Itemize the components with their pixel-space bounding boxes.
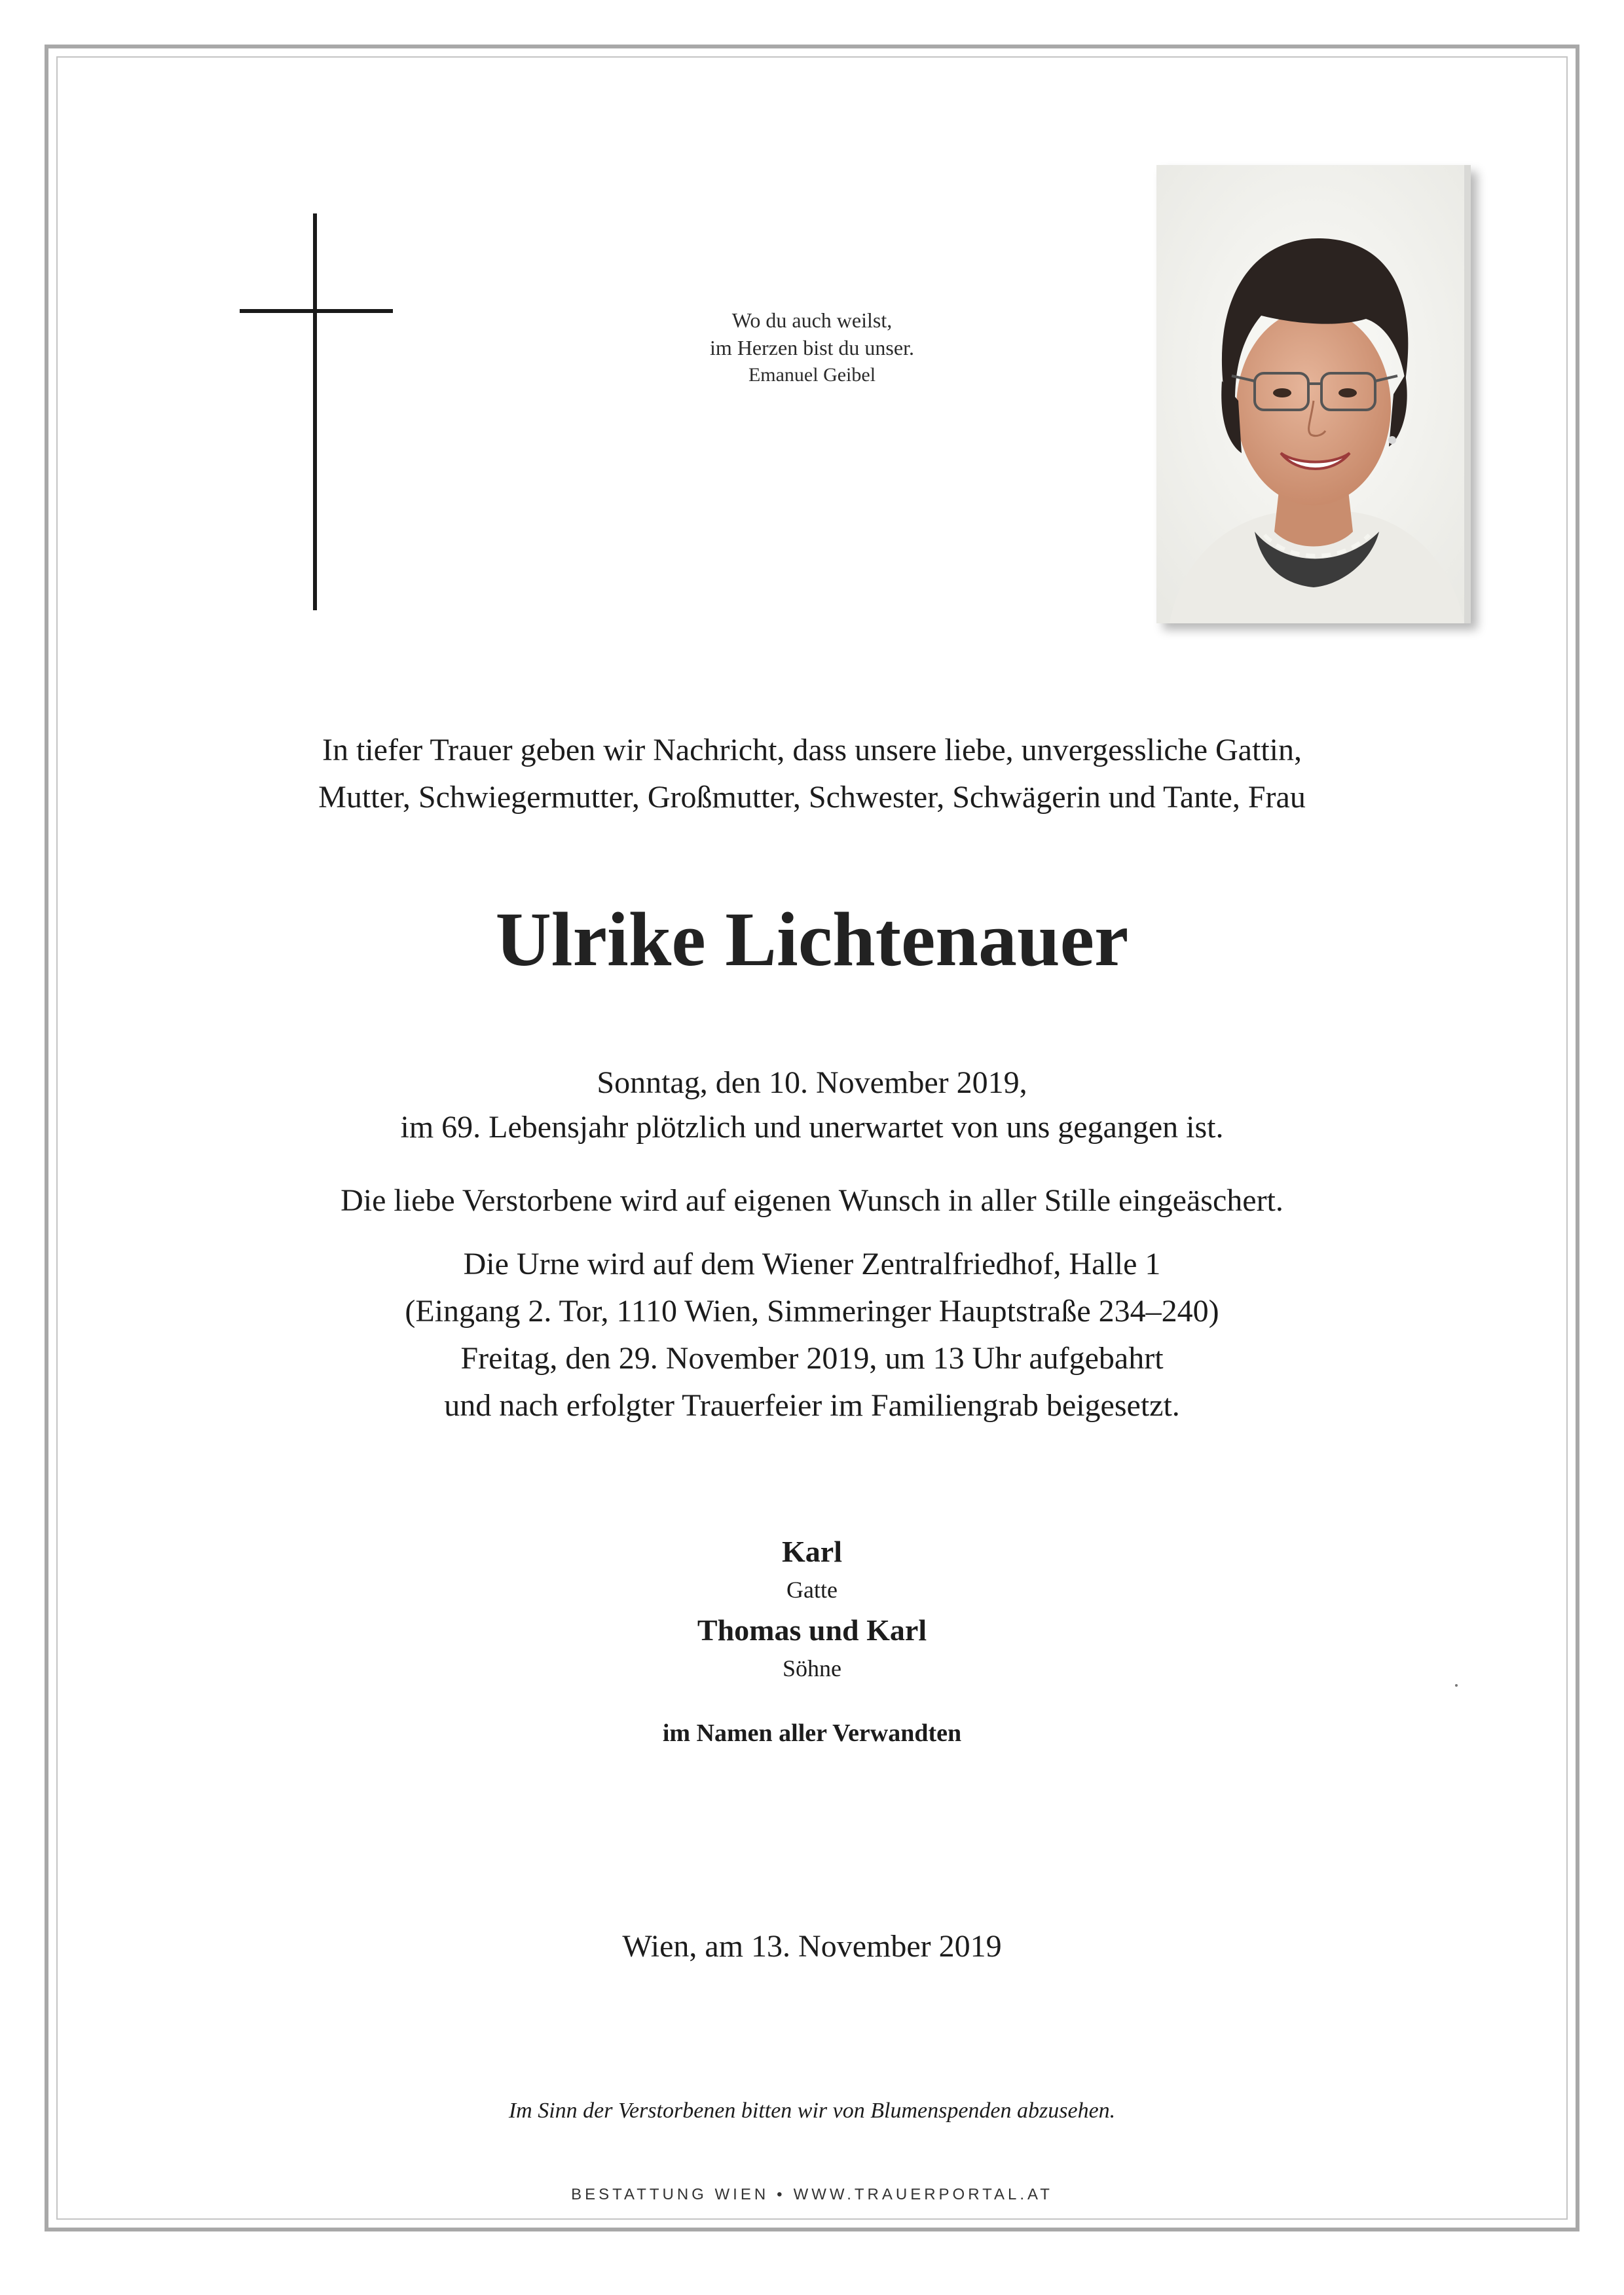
mourner-name: Karl (782, 1535, 842, 1568)
cross-icon-horizontal (240, 309, 393, 313)
deceased-name: Ulrike Lichtenauer (495, 896, 1129, 982)
quote-line-1: Wo du auch weilst, (731, 308, 893, 332)
death-notice (131, 1061, 1493, 1150)
quote-line-2: im Herzen bist du unser. (710, 336, 914, 359)
announcement-text (131, 727, 1493, 821)
place-and-date: Wien, am 13. November 2019 (622, 1929, 1002, 1964)
footer-imprint (131, 2186, 1493, 2204)
scan-speck (1455, 1684, 1458, 1687)
cross-icon-vertical (313, 213, 317, 610)
mourner-name: Thomas und Karl (697, 1613, 927, 1647)
footer-website: WWW.TRAUERPORTAL.AT (793, 2186, 1053, 2203)
mourners-list (131, 1532, 1493, 1689)
relatives-note: im Namen aller Verwandten (662, 1719, 962, 1747)
footer-company: BESTATTUNG WIEN (571, 2186, 769, 2203)
memorial-quote (589, 306, 1035, 389)
urn-line-2: (Eingang 2. Tor, 1110 Wien, Simmeringer Hauptstraße 234–240) (405, 1294, 1219, 1329)
mourner-role: Gatte (786, 1577, 838, 1603)
portrait-photo (1156, 165, 1471, 623)
urn-line-3: Freitag, den 29. November 2019, um 13 Uhr aufgebahrt (460, 1341, 1164, 1376)
quote-author: Emanuel Geibel (748, 364, 876, 386)
urn-line-1: Die Urne wird auf dem Wiener Zentralfriedhof, Halle 1 (463, 1247, 1161, 1281)
urn-line-4: und nach erfolgter Trauerfeier im Familiengrab beigesetzt. (444, 1388, 1180, 1423)
announcement-line-1: In tiefer Trauer geben wir Nachricht, dass unsere liebe, unvergessliche Gattin, (322, 733, 1302, 767)
death-details: im 69. Lebensjahr plötzlich und unerwartet von uns gegangen ist. (400, 1110, 1224, 1145)
cremation-note: Die liebe Verstorbene wird auf eigenen Wunsch in aller Stille eingeäschert. (341, 1183, 1283, 1218)
announcement-line-2: Mutter, Schwiegermutter, Großmutter, Schwester, Schwägerin und Tante, Frau (318, 780, 1306, 815)
footer-separator: • (777, 2186, 786, 2203)
flowers-note: Im Sinn der Verstorbenen bitten wir von Blumenspenden abzusehen. (508, 2099, 1116, 2123)
mourner-role: Söhne (783, 1655, 841, 1681)
death-date: Sonntag, den 10. November 2019, (597, 1065, 1027, 1100)
urn-ceremony-info (131, 1241, 1493, 1429)
